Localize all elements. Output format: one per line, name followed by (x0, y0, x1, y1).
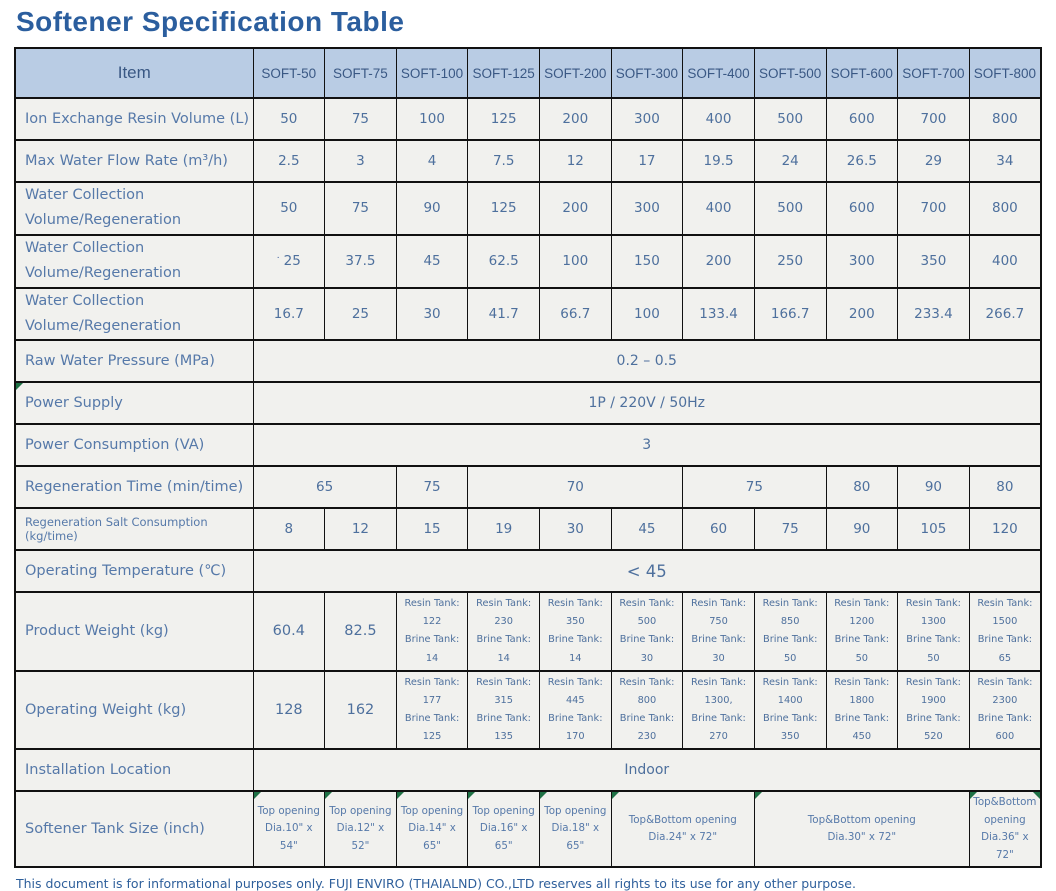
cell: 250 (754, 235, 826, 288)
row-label: Max Water Flow Rate (m³/h) (15, 140, 253, 182)
stray-dot: . (276, 251, 280, 262)
cell: Resin Tank: 1800 Brine Tank: 450 (826, 671, 898, 749)
cell: 75 (754, 508, 826, 550)
comment-marker-icon (16, 383, 23, 390)
cell: 166.7 (754, 288, 826, 341)
cell: 19.5 (683, 140, 755, 182)
header-model: SOFT-400 (683, 48, 755, 98)
cell: 4 (396, 140, 468, 182)
cell: 50 (253, 98, 325, 140)
cell: 30 (540, 508, 612, 550)
cell: 350 (898, 235, 970, 288)
cell: Resin Tank: 230 Brine Tank: 14 (468, 592, 540, 670)
row-regen-time (15, 466, 1041, 508)
cell: 90 (396, 182, 468, 235)
row-water-collection-2 (15, 235, 1041, 288)
cell: 75 (325, 182, 397, 235)
cell: 16.7 (253, 288, 325, 341)
cell: 60 (683, 508, 755, 550)
row-product-weight (15, 592, 1041, 670)
header-item: Item (15, 48, 253, 98)
cell: 150 (611, 235, 683, 288)
row-label: Water Collection Volume/Regeneration (15, 288, 253, 341)
cell: 266.7 (969, 288, 1041, 341)
row-label: Raw Water Pressure (MPa) (15, 340, 253, 382)
cell: 30 (396, 288, 468, 341)
cell: 800 (969, 98, 1041, 140)
cell: Resin Tank: 2300 Brine Tank: 600 (969, 671, 1041, 749)
cell: 600 (826, 182, 898, 235)
row-label: Operating Temperature (℃) (15, 550, 253, 592)
cell: Resin Tank: 1500 Brine Tank: 65 (969, 592, 1041, 670)
cell: 90 (826, 508, 898, 550)
cell: Resin Tank: 500 Brine Tank: 30 (611, 592, 683, 670)
cell: 133.4 (683, 288, 755, 341)
footer-note: This document is for informational purposes only. FUJI ENVIRO (THAIALND) CO.,LTD reserves all rights to its use for any other purpose. (16, 876, 856, 891)
softener-spec-table (14, 47, 1042, 868)
row-power-supply (15, 382, 1041, 424)
row-resin-volume (15, 98, 1041, 140)
cell: Top opening Dia.16" x 65" (468, 791, 540, 867)
row-power-consumption (15, 424, 1041, 466)
cell-span: 75 (683, 466, 826, 508)
row-operating-weight (15, 671, 1041, 749)
row-label: Operating Weight (kg) (15, 671, 253, 749)
cell: 41.7 (468, 288, 540, 341)
row-tank-size (15, 791, 1041, 867)
cell: 100 (611, 288, 683, 341)
cell: 400 (969, 235, 1041, 288)
cell: . 25 (253, 235, 325, 288)
row-label: Water Collection Volume/Regeneration (15, 235, 253, 288)
cell: 3 (325, 140, 397, 182)
comment-marker-icon (970, 792, 977, 799)
cell: 200 (540, 98, 612, 140)
header-model: SOFT-800 (969, 48, 1041, 98)
row-label: Water Collection Volume/Regeneration (15, 182, 253, 235)
row-label: Power Supply (15, 382, 253, 424)
cell: 200 (540, 182, 612, 235)
cell: Resin Tank: 1900 Brine Tank: 520 (898, 671, 970, 749)
cell: Top opening Dia.14" x 65" (396, 791, 468, 867)
cell: 125 (468, 98, 540, 140)
row-operating-temp (15, 550, 1041, 592)
cell: 500 (754, 98, 826, 140)
cell: 66.7 (540, 288, 612, 341)
comment-marker-icon (540, 792, 547, 799)
cell: 600 (826, 98, 898, 140)
comment-marker-icon (755, 792, 762, 799)
row-label: Product Weight (kg) (15, 592, 253, 670)
cell: 25 (325, 288, 397, 341)
cell: 105 (898, 508, 970, 550)
cell: 700 (898, 182, 970, 235)
comment-marker-icon (612, 792, 619, 799)
cell: 8 (253, 508, 325, 550)
cell: Resin Tank: 445 Brine Tank: 170 (540, 671, 612, 749)
row-label: Softener Tank Size (inch) (15, 791, 253, 867)
cell: Resin Tank: 1300, Brine Tank: 270 (683, 671, 755, 749)
cell: 700 (898, 98, 970, 140)
header-model: SOFT-50 (253, 48, 325, 98)
row-water-collection-3 (15, 288, 1041, 341)
cell: 7.5 (468, 140, 540, 182)
cell: Resin Tank: 750 Brine Tank: 30 (683, 592, 755, 670)
cell: Resin Tank: 350 Brine Tank: 14 (540, 592, 612, 670)
cell: 29 (898, 140, 970, 182)
cell: 50 (253, 182, 325, 235)
comment-marker-icon (254, 792, 261, 799)
cell: Resin Tank: 122 Brine Tank: 14 (396, 592, 468, 670)
cell: 82.5 (325, 592, 397, 670)
row-label: Power Consumption (VA) (15, 424, 253, 466)
cell-span: 70 (468, 466, 683, 508)
page-title: Softener Specification Table (16, 6, 405, 37)
cell: 100 (540, 235, 612, 288)
cell: Resin Tank: 177 Brine Tank: 125 (396, 671, 468, 749)
cell: Resin Tank: 1300 Brine Tank: 50 (898, 592, 970, 670)
row-label: Regeneration Time (min/time) (15, 466, 253, 508)
row-salt-consumption (15, 508, 1041, 550)
cell: 12 (325, 508, 397, 550)
cell: Resin Tank: 850 Brine Tank: 50 (754, 592, 826, 670)
header-model: SOFT-100 (396, 48, 468, 98)
comment-marker-icon (1033, 792, 1040, 799)
cell: 75 (325, 98, 397, 140)
cell: 120 (969, 508, 1041, 550)
cell: 45 (396, 235, 468, 288)
cell: 200 (683, 235, 755, 288)
cell-span: 3 (253, 424, 1041, 466)
row-label: Installation Location (15, 749, 253, 791)
comment-marker-icon (325, 792, 332, 799)
cell: 400 (683, 182, 755, 235)
cell: 100 (396, 98, 468, 140)
cell: 300 (611, 182, 683, 235)
cell-span: 0.2 – 0.5 (253, 340, 1041, 382)
header-model: SOFT-600 (826, 48, 898, 98)
cell: 80 (969, 466, 1041, 508)
cell: Top opening Dia.18" x 65" (540, 791, 612, 867)
cell: Resin Tank: 800 Brine Tank: 230 (611, 671, 683, 749)
cell: 400 (683, 98, 755, 140)
cell: Top&Bottom opening Dia.36" x 72" (969, 791, 1041, 867)
row-label: Regeneration Salt Consumption (kg/time) (15, 508, 253, 550)
cell: 300 (611, 98, 683, 140)
cell: 37.5 (325, 235, 397, 288)
row-raw-pressure (15, 340, 1041, 382)
cell-span: Top&Bottom opening Dia.24" x 72" (611, 791, 754, 867)
cell: 125 (468, 182, 540, 235)
cell: 24 (754, 140, 826, 182)
cell: 300 (826, 235, 898, 288)
header-model: SOFT-75 (325, 48, 397, 98)
cell: 162 (325, 671, 397, 749)
comment-marker-icon (397, 792, 404, 799)
cell: 12 (540, 140, 612, 182)
cell: 80 (826, 466, 898, 508)
cell: 90 (898, 466, 970, 508)
row-max-flow (15, 140, 1041, 182)
header-model: SOFT-125 (468, 48, 540, 98)
row-label: Ion Exchange Resin Volume (L) (15, 98, 253, 140)
cell: 17 (611, 140, 683, 182)
cell-span: 1P / 220V / 50Hz (253, 382, 1041, 424)
header-model: SOFT-200 (540, 48, 612, 98)
cell: 500 (754, 182, 826, 235)
cell: Resin Tank: 1200 Brine Tank: 50 (826, 592, 898, 670)
header-model: SOFT-700 (898, 48, 970, 98)
cell: 26.5 (826, 140, 898, 182)
cell-span: Indoor (253, 749, 1041, 791)
cell: Top opening Dia.12" x 52" (325, 791, 397, 867)
cell: 62.5 (468, 235, 540, 288)
cell: 800 (969, 182, 1041, 235)
cell: 233.4 (898, 288, 970, 341)
row-installation (15, 749, 1041, 791)
cell: 19 (468, 508, 540, 550)
cell: 128 (253, 671, 325, 749)
row-water-collection-1 (15, 182, 1041, 235)
comment-marker-icon (468, 792, 475, 799)
header-model: SOFT-500 (754, 48, 826, 98)
cell: Resin Tank: 315 Brine Tank: 135 (468, 671, 540, 749)
cell-span: 65 (253, 466, 396, 508)
cell: 200 (826, 288, 898, 341)
cell: Resin Tank: 1400 Brine Tank: 350 (754, 671, 826, 749)
cell-span: < 45 (253, 550, 1041, 592)
cell: 34 (969, 140, 1041, 182)
cell: 60.4 (253, 592, 325, 670)
cell: 75 (396, 466, 468, 508)
cell-span: Top&Bottom opening Dia.30" x 72" (754, 791, 969, 867)
cell: 15 (396, 508, 468, 550)
header-row (15, 48, 1041, 98)
header-model: SOFT-300 (611, 48, 683, 98)
cell: 45 (611, 508, 683, 550)
cell: 2.5 (253, 140, 325, 182)
cell: Top opening Dia.10" x 54" (253, 791, 325, 867)
